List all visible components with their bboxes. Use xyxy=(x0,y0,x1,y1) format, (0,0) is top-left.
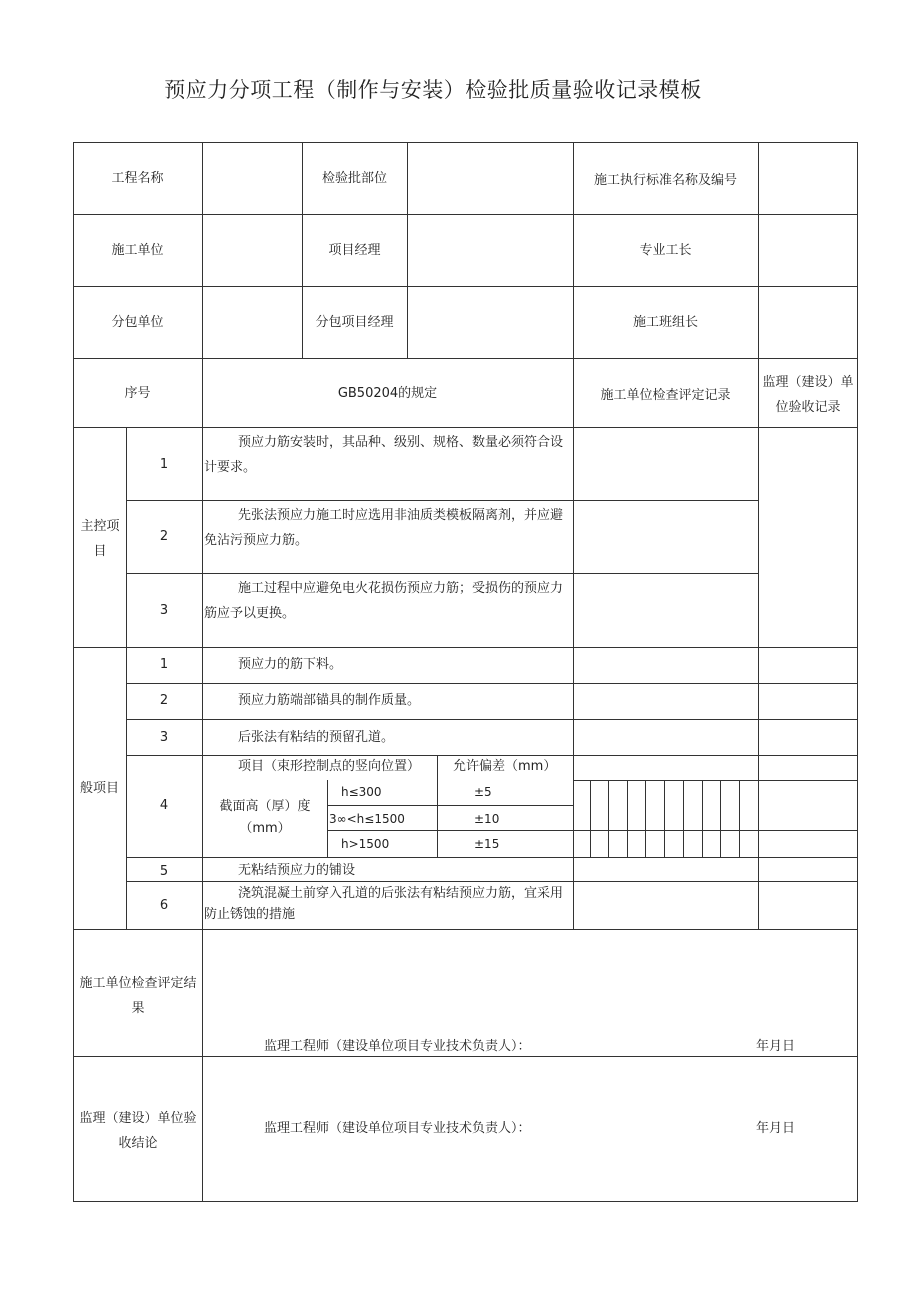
project-name-label: 工程名称 xyxy=(111,171,164,186)
construction-unit-label: 施工单位 xyxy=(111,243,164,258)
team-leader-label: 施工班组长 xyxy=(632,315,698,330)
conclusion-date-text: 年月日 xyxy=(756,1121,796,1136)
main-items-label: 主控项目 xyxy=(80,519,120,559)
item4-section-label: 截面高（厚）度（mm） xyxy=(219,799,311,836)
general-item-no: 1 xyxy=(159,657,169,672)
result-engineer-text: 监理工程师（建设单位项目专业技术负责人）： xyxy=(264,1039,531,1054)
general-item-text: 浇筑混凝土前穿入孔道的后张法有粘结预应力筋，宜采用防止锈蚀的措施 xyxy=(204,886,564,922)
item4-tolerance: ±10 xyxy=(474,812,500,826)
general-item-no: 5 xyxy=(159,864,169,879)
item4-header-item: 项目（束形控制点的竖向位置） xyxy=(238,759,421,774)
general-item-no: 2 xyxy=(159,693,169,708)
main-item-text: 施工过程中应避免电火花损伤预应力筋；受损伤的预应力筋应予以更换。 xyxy=(204,581,564,621)
foreman-label: 专业工长 xyxy=(639,243,692,258)
main-item-no: 3 xyxy=(159,603,169,618)
project-manager-label: 项目经理 xyxy=(328,243,381,258)
item4-tolerance: ±5 xyxy=(474,785,492,799)
result-date-text: 年月日 xyxy=(756,1039,796,1054)
item4-header-tolerance: 允许偏差（mm） xyxy=(453,759,557,774)
general-item-text: 预应力的筋下料。 xyxy=(238,657,343,672)
supervision-record-header: 监理（建设）单位验收记录 xyxy=(762,375,854,415)
standard-label: 施工执行标准名称及编号 xyxy=(593,173,737,188)
general-item-text: 无粘结预应力的铺设 xyxy=(238,863,356,878)
general-item-no: 3 xyxy=(159,730,169,745)
subcontractor-label: 分包单位 xyxy=(111,315,164,330)
conclusion-engineer-text: 监理工程师（建设单位项目专业技术负责人）： xyxy=(264,1121,531,1136)
general-items-label: 般项目 xyxy=(79,781,119,796)
general-item-text: 后张法有粘结的预留孔道。 xyxy=(238,730,395,745)
general-item-text: 预应力筋端部锚具的制作质量。 xyxy=(238,693,421,708)
general-item-no: 4 xyxy=(159,798,169,813)
item4-range: h>1500 xyxy=(341,837,390,851)
item4-range: 3∞<h≤1500 xyxy=(329,812,405,826)
inspection-part-label: 检验批部位 xyxy=(321,171,387,186)
item4-range: h≤300 xyxy=(341,785,382,799)
seq-header: 序号 xyxy=(124,386,151,401)
sub-manager-label: 分包项目经理 xyxy=(315,315,394,330)
main-item-no: 2 xyxy=(159,529,169,544)
spec-header: GB50204的规定 xyxy=(337,386,438,401)
result-label: 施工单位检查评定结果 xyxy=(79,976,197,1016)
conclusion-label: 监理（建设）单位验收结论 xyxy=(79,1111,197,1151)
main-item-text: 预应力筋安装时，其品种、级别、规格、数量必须符合设计要求。 xyxy=(204,435,564,475)
construction-record-header: 施工单位检查评定记录 xyxy=(600,388,731,403)
general-item-no: 6 xyxy=(159,898,169,913)
main-item-no: 1 xyxy=(159,457,169,472)
item4-tolerance: ±15 xyxy=(474,837,500,851)
main-item-text: 先张法预应力施工时应选用非油质类模板隔离剂，并应避免沾污预应力筋。 xyxy=(204,508,564,548)
page-title: 预应力分项工程（制作与安装）检验批质量验收记录模板 xyxy=(164,78,702,102)
